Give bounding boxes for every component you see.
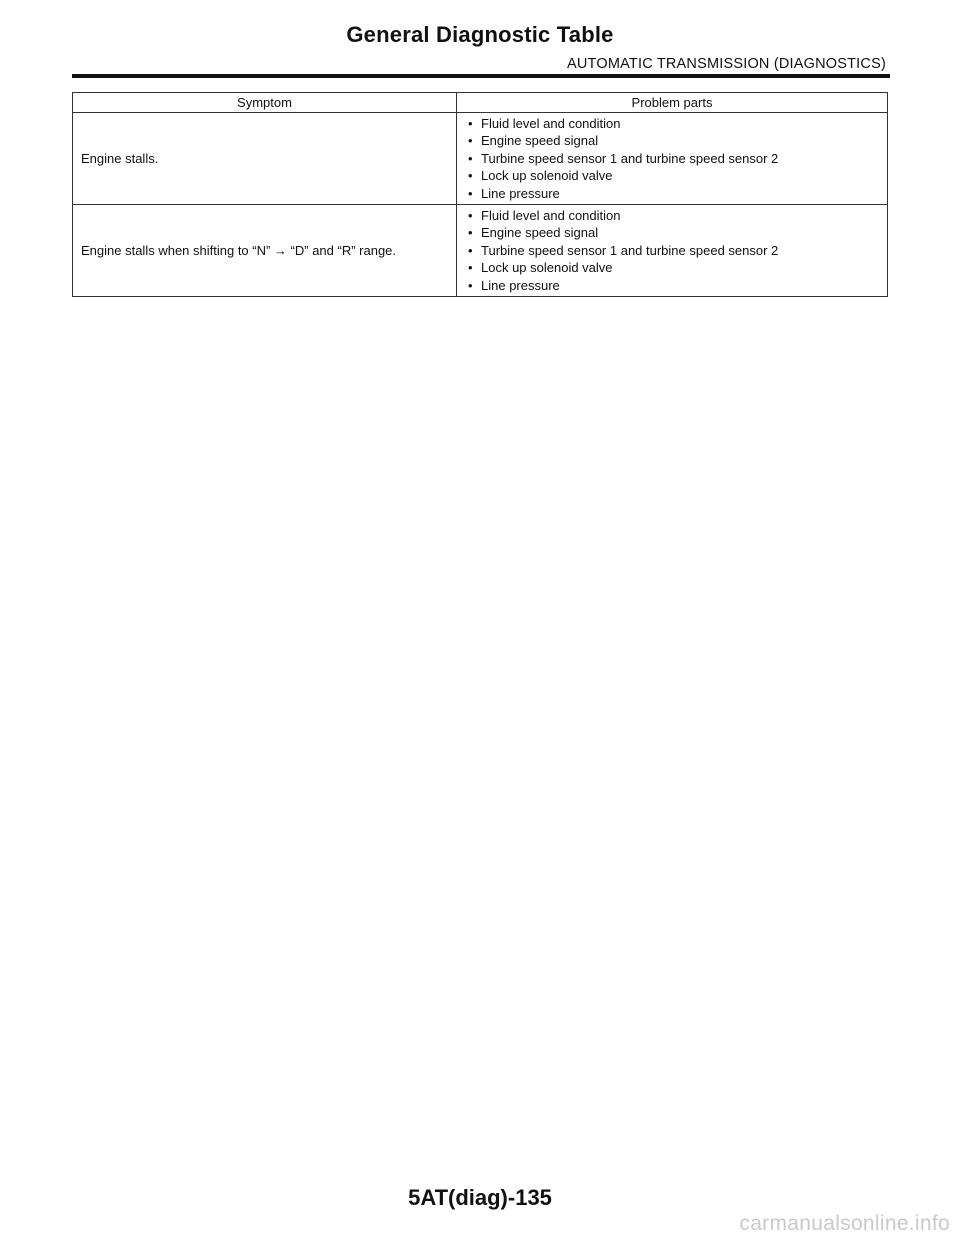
page-number: 5AT(diag)-135 <box>408 1185 552 1210</box>
symptom-cell: Engine stalls when shifting to “N” → “D” and “R” range. <box>73 205 457 297</box>
list-item: • Line pressure <box>465 277 879 294</box>
problem-parts-cell <box>457 113 888 205</box>
column-header-symptom: Symptom <box>73 93 457 113</box>
list-item: • Engine speed signal <box>465 224 879 241</box>
table-row <box>73 205 888 297</box>
list-item: • Lock up solenoid valve <box>465 167 879 184</box>
table-row <box>73 113 888 205</box>
list-item: • Turbine speed sensor 1 and turbine speed sensor 2 <box>465 242 879 259</box>
watermark: carmanualsonline.info <box>739 1212 950 1235</box>
list-item: • Fluid level and condition <box>465 207 879 224</box>
diagnostic-table <box>72 92 888 297</box>
list-item: • Line pressure <box>465 185 879 202</box>
list-item: • Fluid level and condition <box>465 115 879 132</box>
column-header-problem-parts: Problem parts <box>457 93 888 113</box>
problem-parts-list <box>465 207 879 294</box>
symptom-cell: Engine stalls. <box>73 113 457 205</box>
list-item: • Lock up solenoid valve <box>465 259 879 276</box>
problem-parts-cell <box>457 205 888 297</box>
section-title: AUTOMATIC TRANSMISSION (DIAGNOSTICS) <box>567 56 886 72</box>
table-header-row <box>73 93 888 113</box>
list-item: • Engine speed signal <box>465 132 879 149</box>
list-item: • Turbine speed sensor 1 and turbine speed sensor 2 <box>465 150 879 167</box>
header-rule <box>72 74 890 78</box>
problem-parts-list <box>465 115 879 202</box>
page-title: General Diagnostic Table <box>346 22 614 47</box>
